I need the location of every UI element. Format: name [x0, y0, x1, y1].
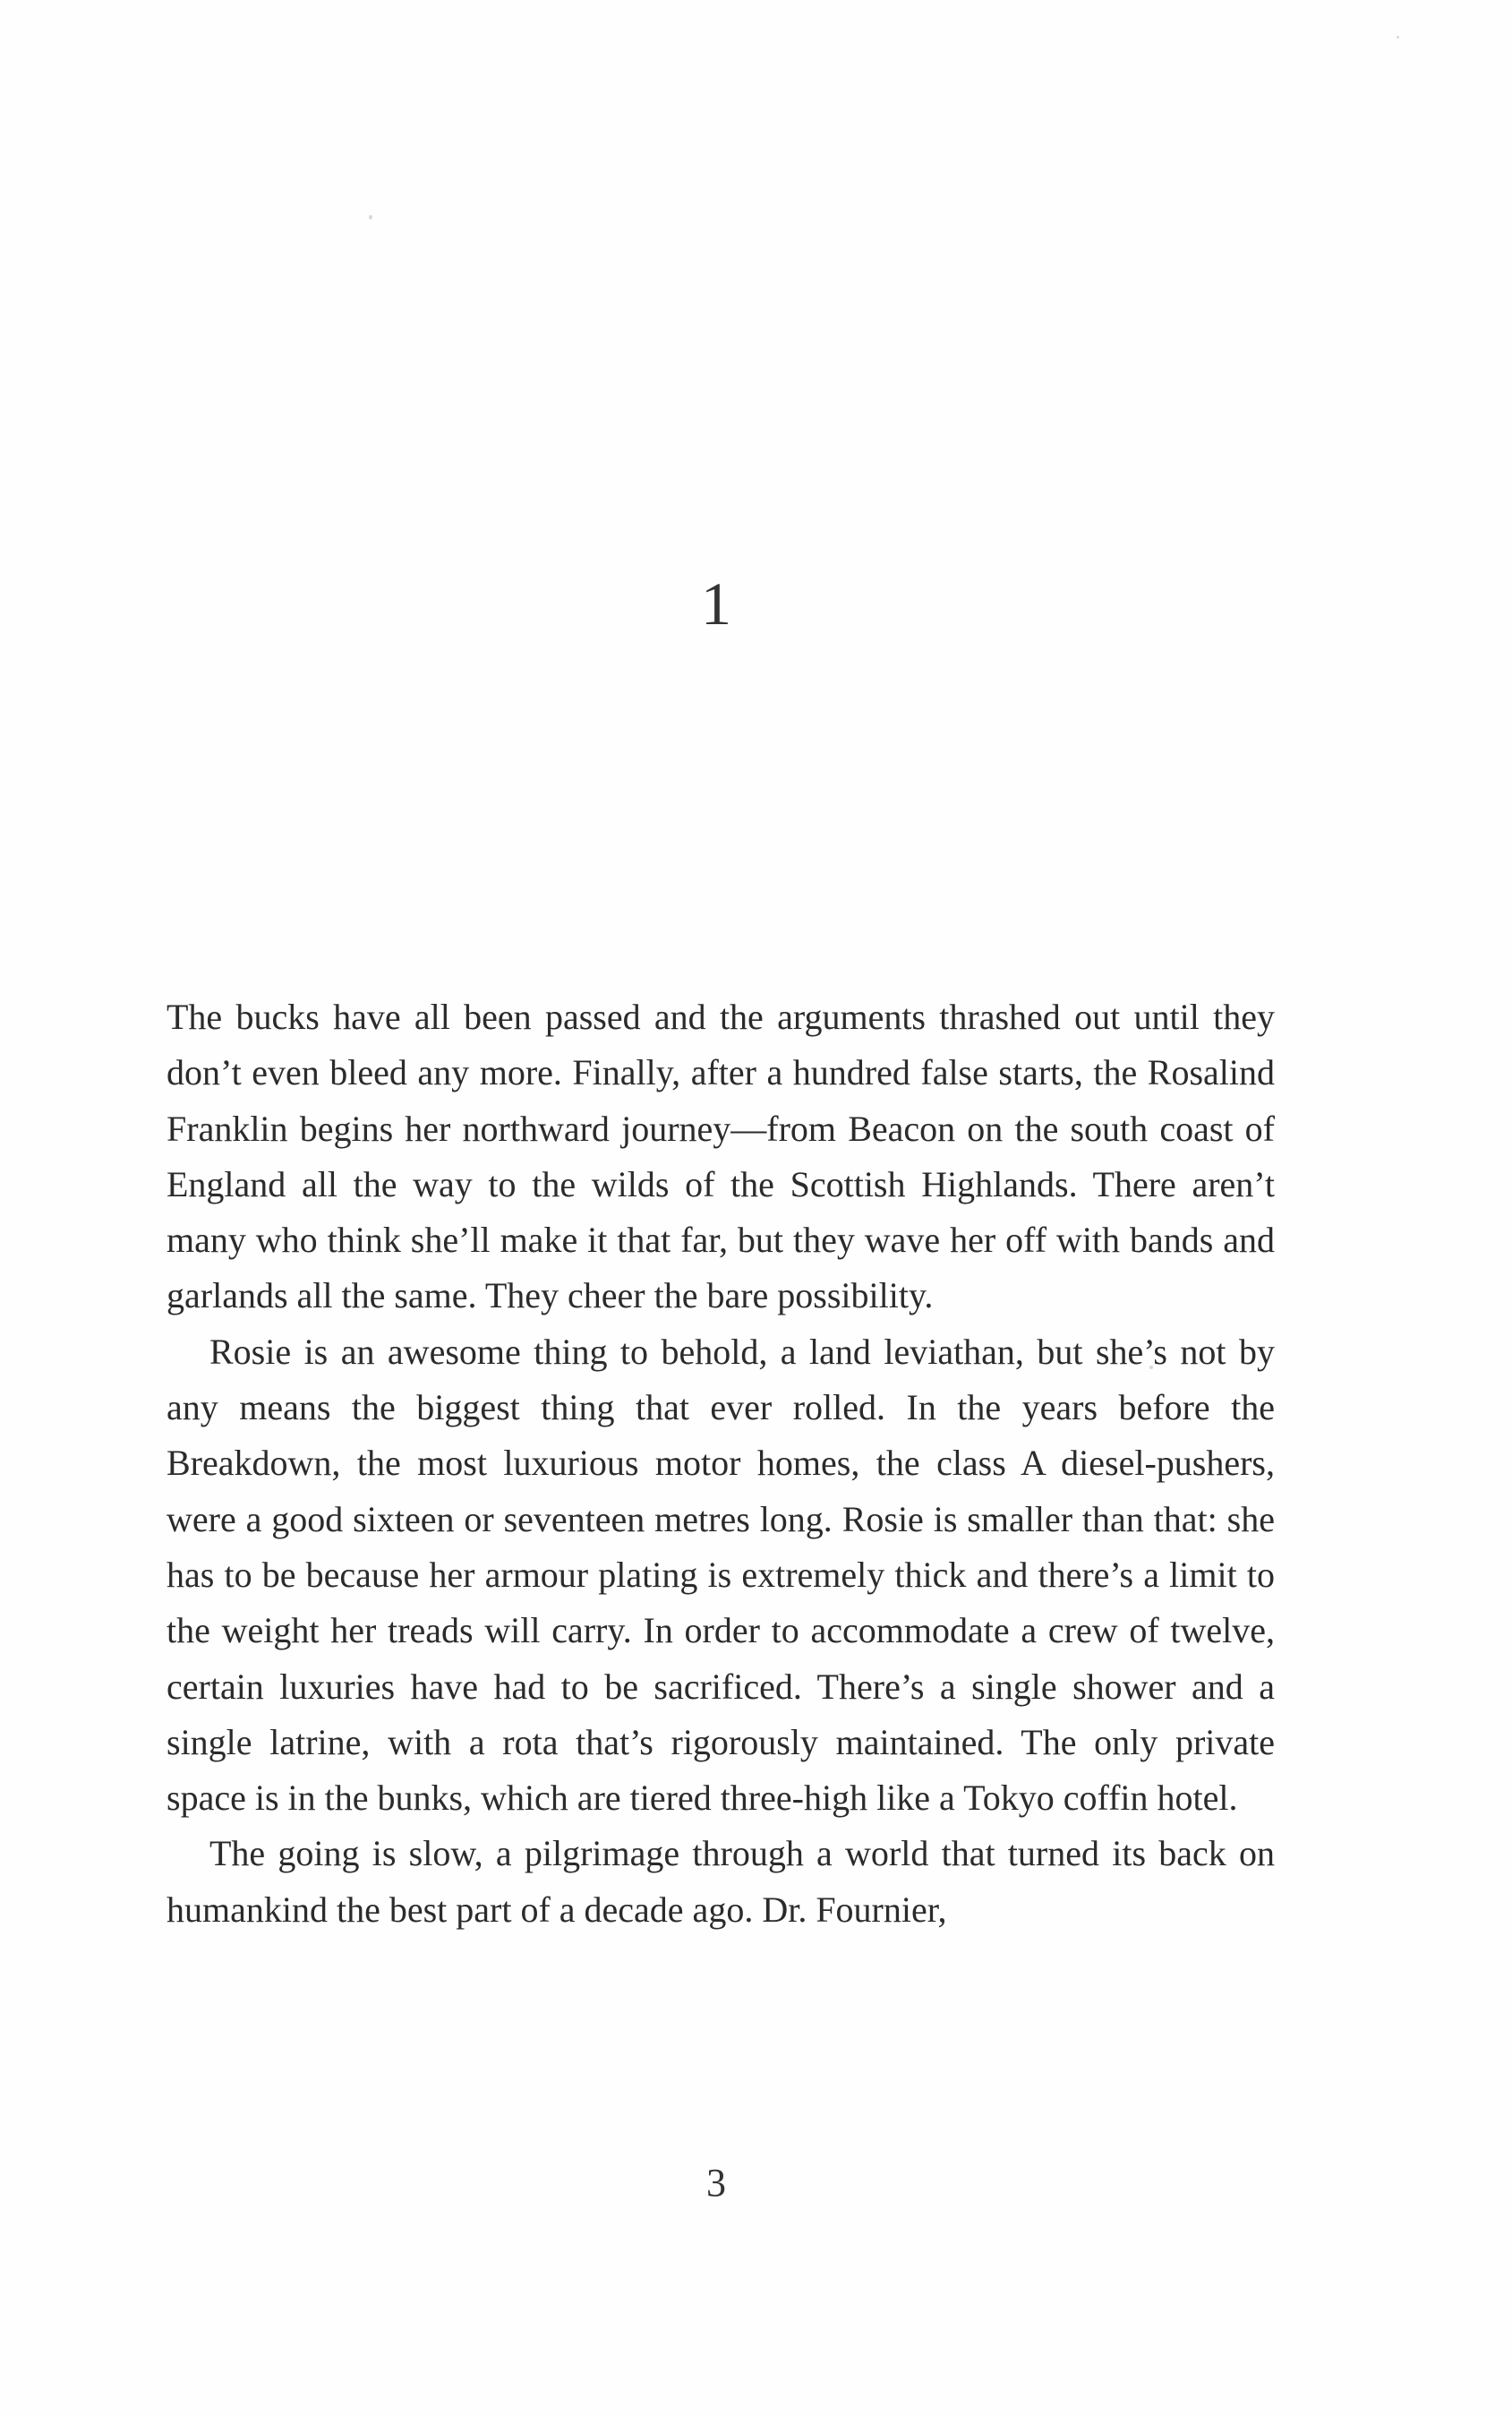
scan-speck: [369, 215, 372, 219]
page-number: 3: [706, 2161, 726, 2205]
paragraph-1: The bucks have all been passed and the arguments thrashed out until they don’t even bleed any more. Finally, after a hundred false starts, the Rosalind Franklin begins her northward journey—from Beacon on the south coast of England all the way to the wilds of the Scottish Highlands. There aren’t many who think she’ll make it that far, but they wave her off with bands and garlands all the same. They cheer the bare possibility.: [167, 997, 1275, 1316]
scan-speck: [1397, 36, 1399, 39]
paragraph-3: The going is slow, a pilgrimage through a world that turned its back on humankind the best part of a decade ago. Dr. Fournier,: [167, 1833, 1275, 1930]
paragraph-2: Rosie is an awesome thing to behold, a land leviathan, but she’s not by any means the biggest thing that ever rolled. In the years before the Breakdown, the most luxurious motor homes, the class A diesel-pushers, were a good sixteen or seventeen metres long. Rosie is smaller than that: she has to be because her armour plating is extremely thick and there’s a limit to the weight her treads will carry. In order to accommodate a crew of twelve, certain luxuries have had to be sacrificed. There’s a single shower and a single latrine, with a rota that’s rigorously maintained. The only private space is in the bunks, which are tiered three-high like a Tokyo coffin hotel.: [167, 1331, 1275, 1819]
body-text: [167, 990, 1275, 1938]
chapter-number: 1: [701, 570, 731, 638]
